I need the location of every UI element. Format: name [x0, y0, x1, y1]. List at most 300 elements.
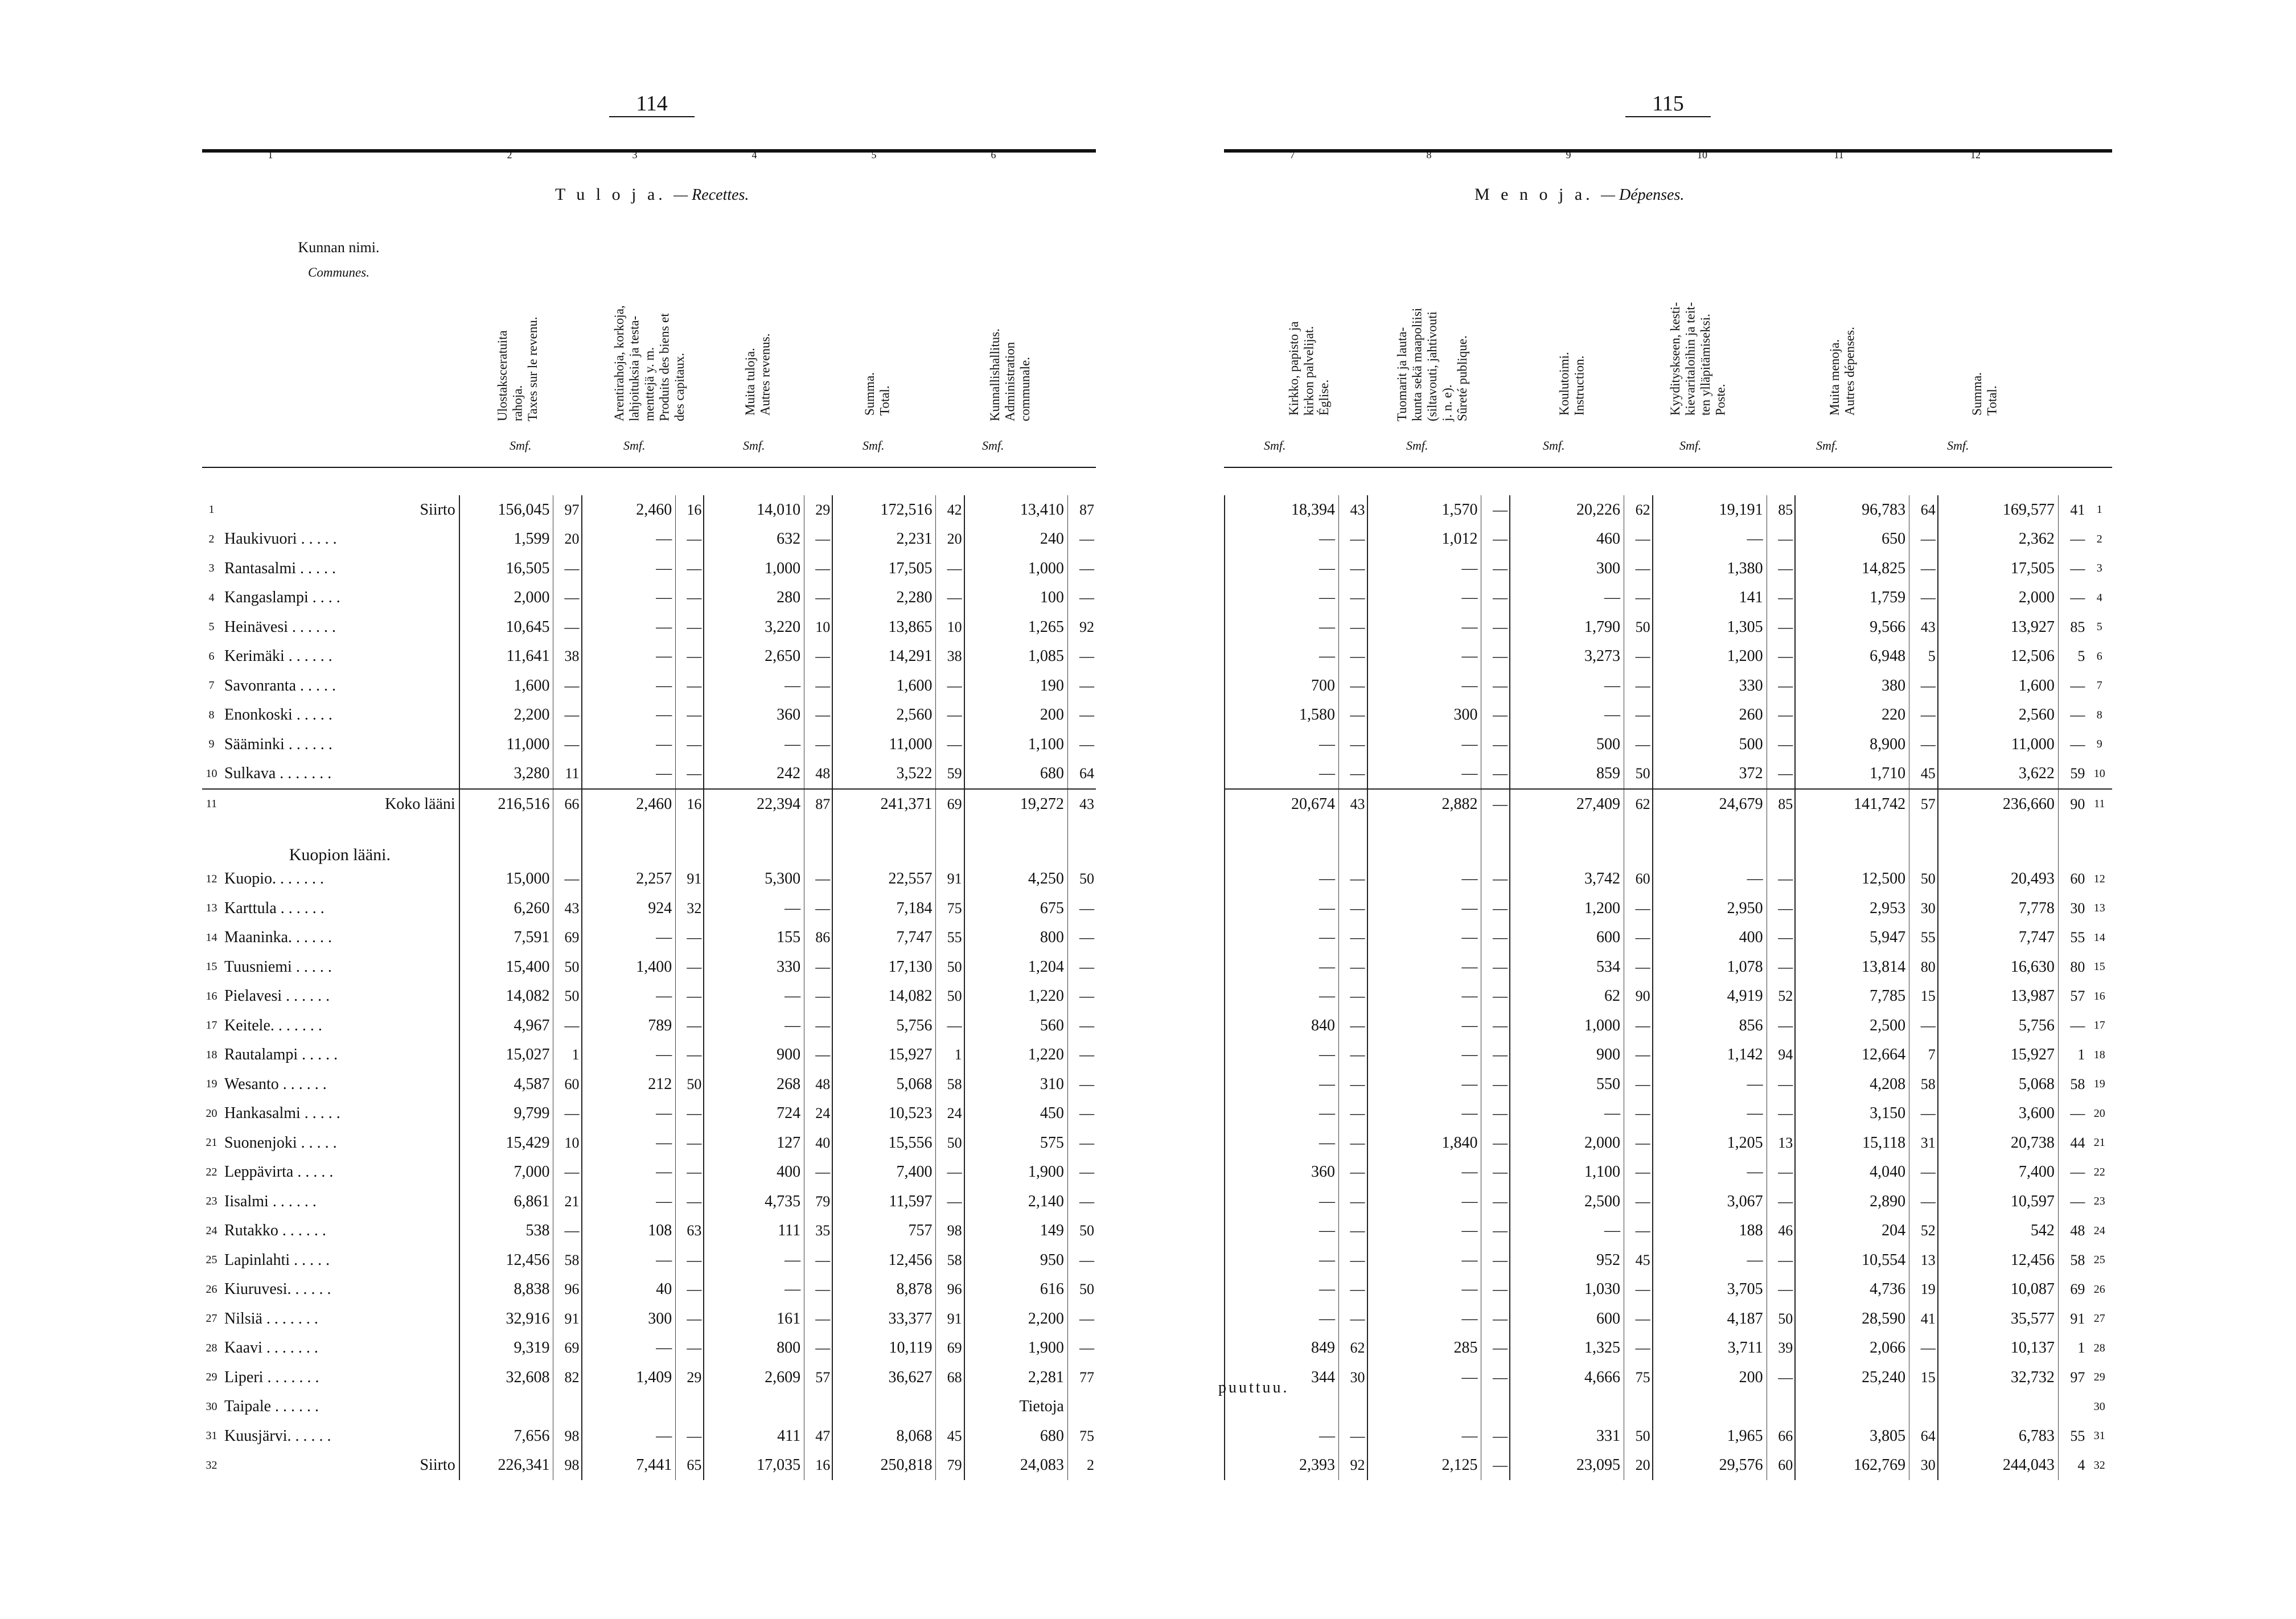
- cell-value: 65: [676, 1451, 704, 1481]
- table-row: [202, 1363, 1096, 1392]
- cell-value: 59: [936, 759, 964, 790]
- commune-name: Hankasalmi . . . . .: [224, 1104, 340, 1123]
- currency-label: Smf.: [623, 438, 646, 453]
- cell-value: [1795, 819, 1909, 865]
- row-number: 25: [2093, 1254, 2105, 1267]
- table-row: [202, 789, 1096, 819]
- cell-value: —: [1367, 952, 1481, 982]
- row-number: 5: [2096, 621, 2102, 634]
- cell-value: [1225, 819, 1338, 865]
- cell-value: 20: [936, 525, 964, 554]
- cell-value: —: [1367, 1041, 1481, 1070]
- table-row: [1225, 1246, 2112, 1275]
- table-row: [202, 894, 1096, 923]
- cell-value: —: [1481, 894, 1510, 923]
- cell-value: 30: [2058, 894, 2086, 923]
- cell-value: —: [1767, 584, 1795, 613]
- cell-value: 60: [1767, 1451, 1795, 1481]
- cell-value: 64: [1067, 759, 1096, 790]
- commune-name: Suonenjoki . . . . .: [224, 1133, 337, 1152]
- cell-value: —: [1624, 701, 1653, 730]
- cell-value: 32,732: [1938, 1363, 2059, 1392]
- cell-value: 80: [2058, 952, 2086, 982]
- commune-name: Iisalmi . . . . . .: [224, 1192, 317, 1210]
- table-row: [1225, 1158, 2112, 1187]
- cell-value: 200: [1653, 1363, 1767, 1392]
- cell-value: 79: [936, 1451, 964, 1481]
- cell-value: 2,000: [1510, 1128, 1624, 1158]
- commune-name: Liperi . . . . . . .: [224, 1368, 319, 1386]
- cell-value: 1,325: [1510, 1334, 1624, 1363]
- cell-value: 15,400: [459, 952, 553, 982]
- cell-value: 10: [553, 1128, 582, 1158]
- cell-value: —: [1653, 865, 1767, 894]
- cell-value: 534: [1510, 952, 1624, 982]
- cell-value: —: [804, 1041, 833, 1070]
- table-row: [1225, 613, 2112, 642]
- cell-value: 1,305: [1653, 613, 1767, 642]
- cell-value: 62: [1624, 495, 1653, 525]
- cell-value: 20,674: [1225, 789, 1338, 819]
- colnum: 6: [991, 149, 996, 161]
- commune-name: Haukivuori . . . . .: [224, 530, 337, 548]
- table-row: [202, 1128, 1096, 1158]
- cell-value: 50: [936, 952, 964, 982]
- row-number: 12: [206, 872, 217, 885]
- cell-value: 66: [1767, 1421, 1795, 1451]
- table-row: [202, 1392, 1096, 1422]
- table-row: [202, 1275, 1096, 1305]
- cell-value: 43: [1909, 613, 1938, 642]
- cell-value: —: [1481, 759, 1510, 790]
- commune-name: Kuopio. . . . . . .: [224, 870, 325, 888]
- commune-name: Tuusniemi . . . . .: [224, 958, 332, 976]
- cell-value: 80: [1909, 952, 1938, 982]
- cell-value: —: [804, 952, 833, 982]
- cell-value: 13,410: [964, 495, 1068, 525]
- cell-value: —: [1338, 701, 1367, 730]
- cell-value: 3,150: [1795, 1099, 1909, 1129]
- cell-value: [2058, 1392, 2086, 1422]
- cell-value: —: [1767, 1099, 1795, 1129]
- table-row: [202, 819, 1096, 865]
- cell-value: 2,560: [1938, 701, 2059, 730]
- cell-value: 5,068: [832, 1070, 936, 1099]
- cell-value: —: [1225, 923, 1338, 953]
- cell-value: 90: [1624, 982, 1653, 1012]
- cell-value: —: [582, 1246, 676, 1275]
- cell-value: 7,441: [582, 1451, 676, 1481]
- cell-value: 85: [1767, 789, 1795, 819]
- commune-name: Leppävirta . . . . .: [224, 1163, 334, 1181]
- cell-value: 156,045: [459, 495, 553, 525]
- cell-value: 98: [553, 1421, 582, 1451]
- cell-value: 17,505: [832, 554, 936, 584]
- cell-value: —: [1767, 642, 1795, 672]
- cell-value: —: [1225, 894, 1338, 923]
- cell-value: 7,591: [459, 923, 553, 953]
- cell-value: —: [1653, 1158, 1767, 1187]
- page-number-rule: [1625, 116, 1711, 117]
- cell-value: —: [582, 1128, 676, 1158]
- cell-value: —: [582, 584, 676, 613]
- row-number: 10: [2093, 767, 2105, 780]
- cell-value: —: [1338, 982, 1367, 1012]
- cell-value: 450: [964, 1099, 1068, 1129]
- commune-name: Kaavi . . . . . . .: [224, 1339, 318, 1357]
- cell-value: —: [1067, 1187, 1096, 1217]
- cell-value: 141,742: [1795, 789, 1909, 819]
- cell-value: 35: [804, 1217, 833, 1246]
- cell-value: —: [936, 701, 964, 730]
- cell-value: 856: [1653, 1011, 1767, 1041]
- cell-value: 1,710: [1795, 759, 1909, 790]
- colnum: 10: [1697, 149, 1707, 161]
- row-number: 5: [208, 621, 215, 634]
- cell-value: 172,516: [832, 495, 936, 525]
- table-row: [1225, 1099, 2112, 1129]
- cell-value: 11,000: [832, 730, 936, 759]
- cell-value: —: [1510, 584, 1624, 613]
- cell-value: —: [1909, 1011, 1938, 1041]
- cell-value: 300: [1510, 554, 1624, 584]
- cell-value: —: [1909, 671, 1938, 701]
- row-number: 3: [2096, 562, 2102, 575]
- table-row: [202, 952, 1096, 982]
- cell-value: —: [1624, 1128, 1653, 1158]
- cell-value: [1909, 819, 1938, 865]
- table-row: [1225, 1421, 2112, 1451]
- table-row: [202, 1041, 1096, 1070]
- cell-value: —: [1481, 1158, 1510, 1187]
- cell-value: 60: [553, 1070, 582, 1099]
- cell-value: —: [804, 982, 833, 1012]
- cell-value: —: [676, 1304, 704, 1334]
- commune-name: Maaninka. . . . . .: [224, 928, 332, 947]
- row-number: 14: [206, 931, 217, 944]
- cell-value: 212: [582, 1070, 676, 1099]
- cell-value: 10: [936, 613, 964, 642]
- cell-value: 1,085: [964, 642, 1068, 672]
- cell-value: 15,000: [459, 865, 553, 894]
- cell-value: 7,400: [1938, 1158, 2059, 1187]
- cell-value: 10,554: [1795, 1246, 1909, 1275]
- cell-value: 10,119: [832, 1334, 936, 1363]
- cell-value: —: [704, 1011, 804, 1041]
- cell-value: —: [1338, 1041, 1367, 1070]
- cell-value: —: [676, 1011, 704, 1041]
- cell-value: —: [553, 671, 582, 701]
- cell-value: 3,067: [1653, 1187, 1767, 1217]
- cell-value: —: [1067, 701, 1096, 730]
- cell-value: —: [1338, 1070, 1367, 1099]
- cell-value: 2,460: [582, 495, 676, 525]
- cell-value: 15,027: [459, 1041, 553, 1070]
- cell-value: —: [1624, 923, 1653, 953]
- cell-value: 50: [1767, 1304, 1795, 1334]
- cell-value: —: [1481, 584, 1510, 613]
- cell-value: [1653, 819, 1767, 865]
- cell-value: 58: [2058, 1070, 2086, 1099]
- cell-value: 236,660: [1938, 789, 2059, 819]
- cell-value: 280: [704, 584, 804, 613]
- cell-value: 11,000: [459, 730, 553, 759]
- cell-value: —: [1067, 1158, 1096, 1187]
- cell-value: —: [1624, 730, 1653, 759]
- cell-value: 1,759: [1795, 584, 1909, 613]
- cell-value: 4,919: [1653, 982, 1767, 1012]
- cell-value: [459, 1392, 553, 1422]
- cell-value: —: [676, 1158, 704, 1187]
- cell-value: —: [1067, 894, 1096, 923]
- row-number: [202, 819, 221, 865]
- cell-value: —: [1225, 642, 1338, 672]
- row-number: 13: [206, 902, 217, 915]
- cell-value: [1067, 1392, 1096, 1422]
- cell-value: 538: [459, 1217, 553, 1246]
- cell-value: 460: [1510, 525, 1624, 554]
- cell-value: 50: [1624, 613, 1653, 642]
- cell-value: —: [1624, 952, 1653, 982]
- currency-label: Smf.: [1406, 438, 1428, 453]
- cell-value: 55: [936, 923, 964, 953]
- cell-value: —: [2058, 671, 2086, 701]
- row-number: 23: [206, 1195, 217, 1208]
- cell-value: —: [553, 613, 582, 642]
- cell-value: 2,882: [1367, 789, 1481, 819]
- cell-value: 69: [553, 923, 582, 953]
- cell-value: —: [804, 865, 833, 894]
- cell-value: —: [804, 671, 833, 701]
- commune-name: Siirto: [420, 1456, 455, 1474]
- cell-value: —: [676, 1099, 704, 1129]
- cell-value: 800: [964, 923, 1068, 953]
- cell-value: 15,118: [1795, 1128, 1909, 1158]
- cell-value: —: [1367, 613, 1481, 642]
- row-number: 16: [206, 989, 217, 1002]
- cell-value: [553, 1392, 582, 1422]
- cell-value: 15,927: [1938, 1041, 2059, 1070]
- cell-value: 48: [804, 759, 833, 790]
- cell-value: —: [1367, 1363, 1481, 1392]
- table-row: [1225, 759, 2112, 790]
- cell-value: 6,783: [1938, 1421, 2059, 1451]
- cell-value: —: [2058, 701, 2086, 730]
- cell-value: 50: [936, 982, 964, 1012]
- commune-name: Kerimäki . . . . . .: [224, 647, 332, 665]
- cell-value: 1,000: [1510, 1011, 1624, 1041]
- cell-value: —: [582, 1421, 676, 1451]
- cell-value: —: [704, 730, 804, 759]
- cell-value: —: [1338, 1128, 1367, 1158]
- cell-value: 75: [1067, 1421, 1096, 1451]
- row-number: 10: [206, 767, 217, 780]
- cell-value: 8,878: [832, 1275, 936, 1305]
- cell-value: 380: [1795, 671, 1909, 701]
- cell-value: [704, 1392, 804, 1422]
- cell-value: —: [1338, 554, 1367, 584]
- row-number: [2086, 819, 2112, 865]
- table-row: [202, 495, 1096, 525]
- commune-name: Kangaslampi . . . .: [224, 589, 340, 607]
- cell-value: —: [1481, 982, 1510, 1012]
- cell-value: 2,140: [964, 1187, 1068, 1217]
- cell-value: 331: [1510, 1421, 1624, 1451]
- cell-value: 50: [1909, 865, 1938, 894]
- col-header-taxes: Ulostaksceratuita rahoja. Taxes sur le revenu.: [495, 317, 540, 421]
- cell-value: 924: [582, 894, 676, 923]
- row-number: 18: [2093, 1048, 2105, 1061]
- cell-value: 1,200: [1510, 894, 1624, 923]
- row-number: 24: [2093, 1224, 2105, 1237]
- cell-value: 2,560: [832, 701, 936, 730]
- cell-value: —: [936, 671, 964, 701]
- cell-value: 240: [964, 525, 1068, 554]
- cell-value: —: [1367, 1099, 1481, 1129]
- commune-name: Kuusjärvi. . . . . .: [224, 1427, 331, 1445]
- cell-value: 400: [704, 1158, 804, 1187]
- cell-value: —: [1510, 1099, 1624, 1129]
- cell-value: 650: [1795, 525, 1909, 554]
- cell-value: 4,040: [1795, 1158, 1909, 1187]
- cell-value: 50: [1624, 759, 1653, 790]
- cell-value: —: [1338, 671, 1367, 701]
- cell-value: 162,769: [1795, 1451, 1909, 1481]
- cell-value: —: [582, 730, 676, 759]
- commune-name: Kiuruvesi. . . . . .: [224, 1280, 331, 1299]
- cell-value: 85: [1767, 495, 1795, 525]
- cell-value: 800: [704, 1334, 804, 1363]
- cell-value: —: [1367, 982, 1481, 1012]
- row-number: 19: [2093, 1078, 2105, 1091]
- cell-value: —: [1067, 584, 1096, 613]
- cell-value: —: [582, 759, 676, 790]
- cell-value: —: [1367, 865, 1481, 894]
- cell-value: —: [553, 730, 582, 759]
- cell-value: 50: [676, 1070, 704, 1099]
- cell-value: 260: [1653, 701, 1767, 730]
- table-row: [202, 1451, 1096, 1481]
- cell-value: —: [1481, 1304, 1510, 1334]
- cell-value: —: [676, 1275, 704, 1305]
- cell-value: —: [1481, 525, 1510, 554]
- table-row: [202, 1334, 1096, 1363]
- cell-value: [1938, 1392, 2059, 1422]
- cell-value: 1,142: [1653, 1041, 1767, 1070]
- commune-name: Siirto: [420, 500, 455, 519]
- cell-value: 1,400: [582, 952, 676, 982]
- cell-value: 24: [936, 1099, 964, 1129]
- cell-value: 285: [1367, 1334, 1481, 1363]
- cell-value: 20,493: [1938, 865, 2059, 894]
- table-row: [1225, 1011, 2112, 1041]
- row-number: 7: [2096, 679, 2102, 692]
- cell-value: 10,523: [832, 1099, 936, 1129]
- cell-value: —: [1225, 584, 1338, 613]
- col-header-education: Koulutoimi. Instruction.: [1557, 352, 1587, 416]
- cell-value: [676, 1392, 704, 1422]
- currency-label: Smf.: [1543, 438, 1565, 453]
- cell-value: 4,735: [704, 1187, 804, 1217]
- cell-value: 2,231: [832, 525, 936, 554]
- table-row: [202, 1304, 1096, 1334]
- cell-value: —: [1481, 1421, 1510, 1451]
- cell-value: 15,556: [832, 1128, 936, 1158]
- cell-value: —: [1767, 1158, 1795, 1187]
- cell-value: [804, 819, 833, 865]
- cell-value: 63: [676, 1217, 704, 1246]
- cell-value: —: [1338, 1275, 1367, 1305]
- cell-value: —: [1909, 1099, 1938, 1129]
- cell-value: 19,272: [964, 789, 1068, 819]
- cell-value: 43: [1338, 495, 1367, 525]
- cell-value: 5: [2058, 642, 2086, 672]
- row-number: 21: [2093, 1136, 2105, 1149]
- table-row: [202, 1158, 1096, 1187]
- cell-value: [1481, 1392, 1510, 1422]
- cell-value: —: [1225, 1421, 1338, 1451]
- cell-value: —: [1481, 554, 1510, 584]
- cell-value: —: [804, 894, 833, 923]
- cell-value: 12,456: [832, 1246, 936, 1275]
- cell-value: 2,460: [582, 789, 676, 819]
- cell-value: —: [1481, 1217, 1510, 1246]
- col-header-police: Tuomarit ja lauta- kunta sekä maapoliisi (siltavouti, jahtivouti j. n. e). Sûreté publique.: [1395, 307, 1469, 421]
- commune-name: Enonkoski . . . . .: [224, 706, 332, 724]
- colnum: 7: [1289, 149, 1295, 161]
- cell-value: 17,130: [832, 952, 936, 982]
- currency-label: Smf.: [1264, 438, 1286, 453]
- cell-value: —: [936, 554, 964, 584]
- commune-name: Koko lääni: [221, 789, 459, 819]
- cell-value: 500: [1653, 730, 1767, 759]
- cell-value: —: [676, 1187, 704, 1217]
- row-number: 22: [206, 1165, 217, 1178]
- cell-value: —: [1225, 759, 1338, 790]
- cell-value: 17,505: [1938, 554, 2059, 584]
- cell-value: 13,865: [832, 613, 936, 642]
- cell-value: 344: [1225, 1363, 1338, 1392]
- cell-value: —: [1367, 1304, 1481, 1334]
- cell-value: 6,260: [459, 894, 553, 923]
- cell-value: —: [1909, 584, 1938, 613]
- cell-value: 55: [2058, 923, 2086, 953]
- cell-value: —: [1909, 554, 1938, 584]
- colnum: 9: [1566, 149, 1571, 161]
- cell-value: 900: [704, 1041, 804, 1070]
- cell-value: 86: [804, 923, 833, 953]
- cell-value: —: [1909, 730, 1938, 759]
- cell-value: 1,900: [964, 1158, 1068, 1187]
- cell-value: 3,600: [1938, 1099, 2059, 1129]
- cell-value: 1,000: [704, 554, 804, 584]
- cell-value: 75: [1624, 1363, 1653, 1392]
- cell-value: 91: [936, 865, 964, 894]
- cell-value: —: [2058, 1187, 2086, 1217]
- cell-value: 4,666: [1510, 1363, 1624, 1392]
- cell-value: —: [1225, 982, 1338, 1012]
- cell-value: 58: [553, 1246, 582, 1275]
- cell-value: —: [1338, 923, 1367, 953]
- cell-value: —: [1481, 1011, 1510, 1041]
- cell-value: —: [1767, 1187, 1795, 1217]
- cell-value: 7,400: [832, 1158, 936, 1187]
- cell-value: —: [1367, 1217, 1481, 1246]
- cell-value: —: [553, 1158, 582, 1187]
- cell-value: —: [804, 701, 833, 730]
- cell-value: —: [704, 1246, 804, 1275]
- cell-value: 5,756: [832, 1011, 936, 1041]
